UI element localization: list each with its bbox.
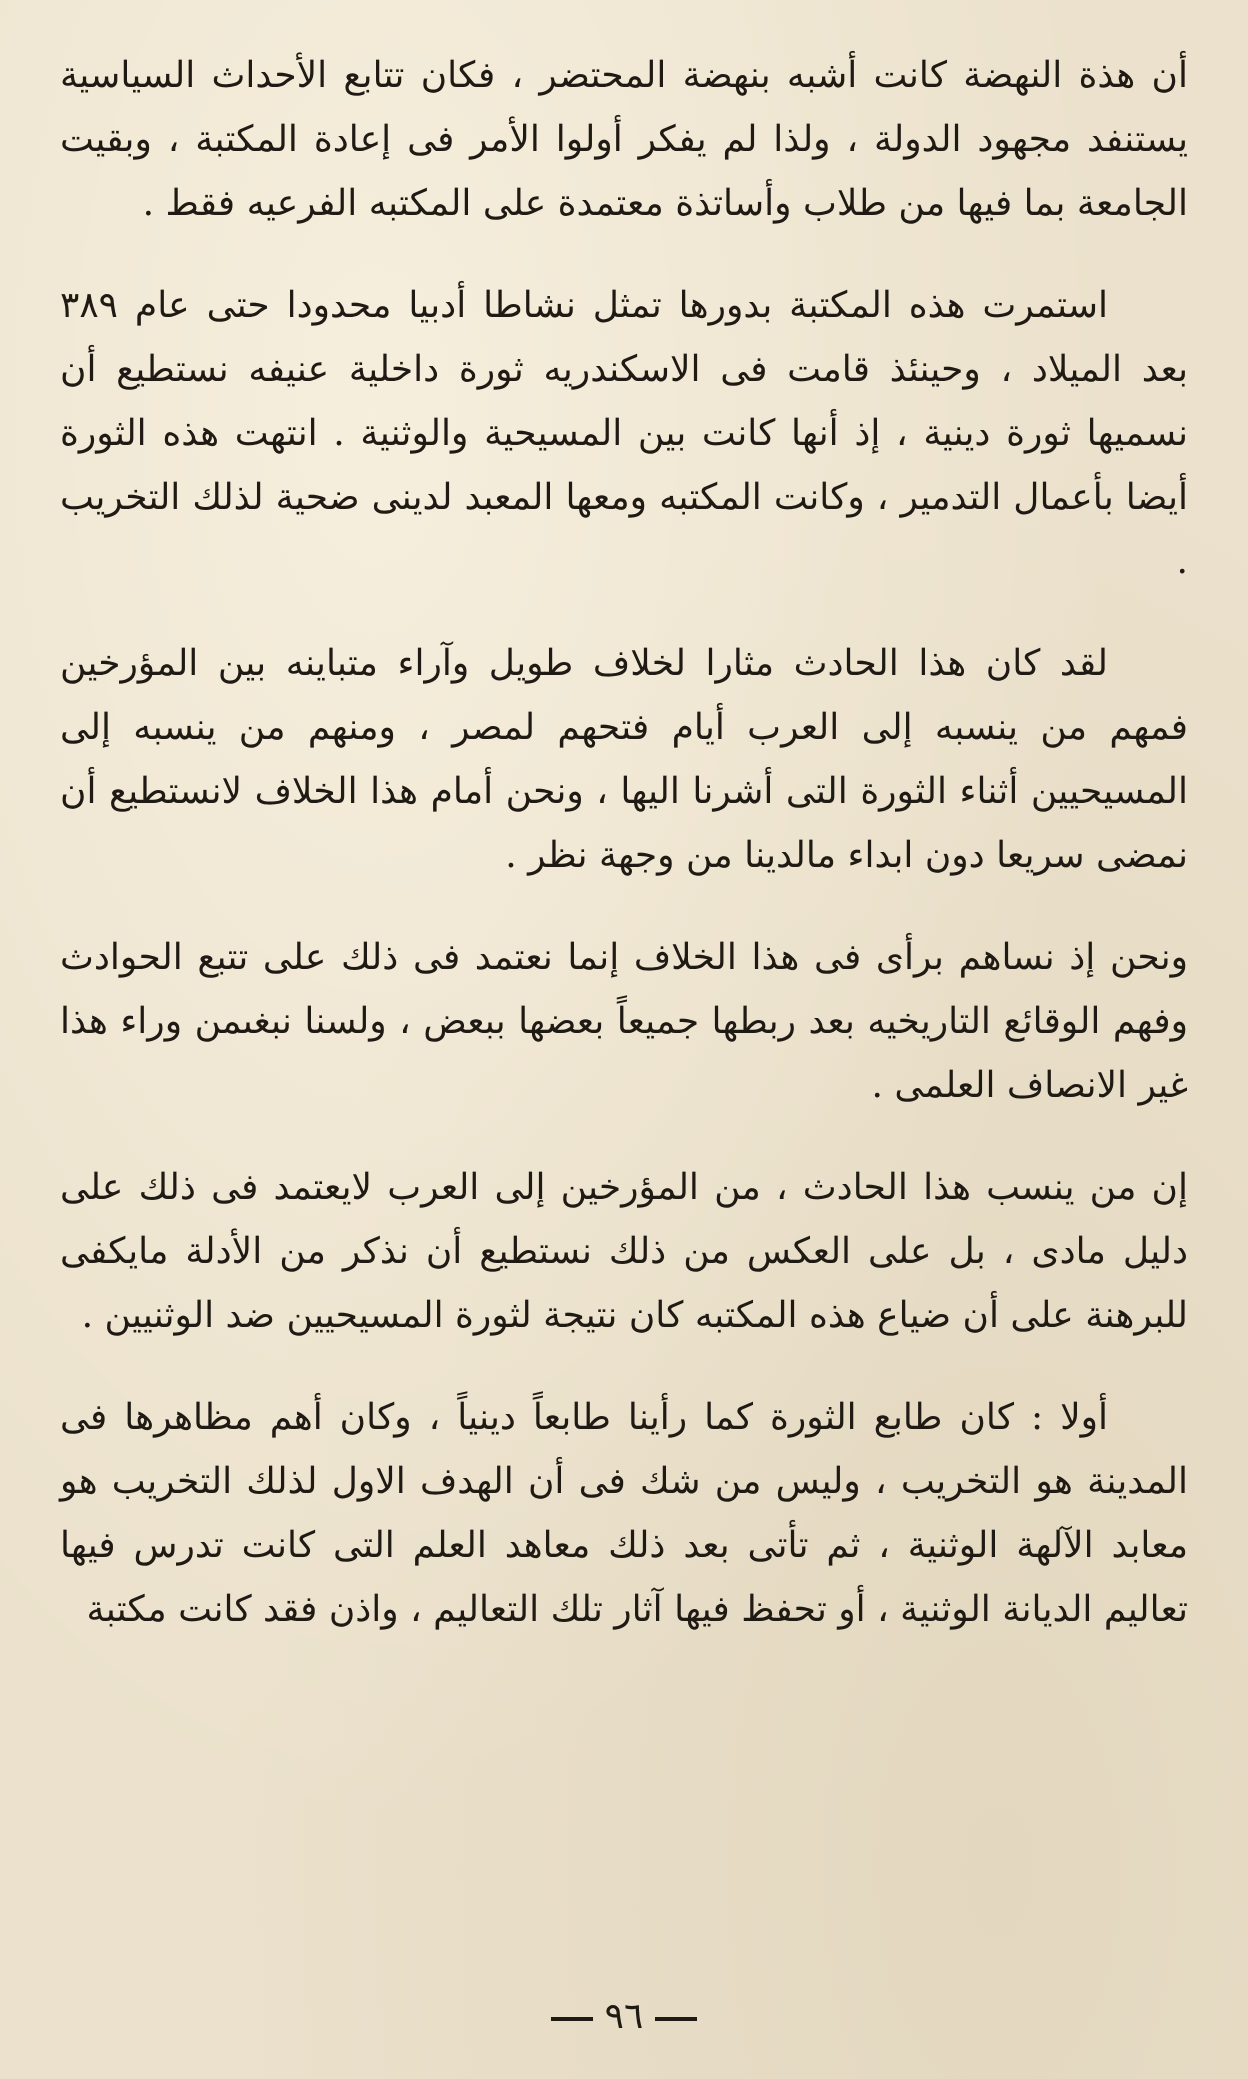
page-number: ٩٦: [604, 1996, 644, 2037]
paragraph-5: إن من ينسب هذا الحادث ، من المؤرخين إلى العرب لايعتمد فى ذلك على دليل مادى ، بل على العكس من ذلك نستطيع أن نذكر من الأدلة مايكفى للبرهنة على أن ضياع هذه المكتبه كان نتيجة لثورة المسيحيين ضد الوثنيين .: [60, 1167, 1188, 1336]
paragraph-6: أولا : كان طابع الثورة كما رأينا طابعاً دينياً ، وكان أهم مظاهرها فى المدينة هو التخريب ، وليس من شك فى أن الهدف الاول لذلك التخريب هو معابد الآلهة الوثنية ، ثم تأتى بعد ذلك معاهد العلم التى كانت تدرس فيها تعاليم الديانة الوثنية ، أو تحفظ فيها آثار تلك التعاليم ، واذن فقد كانت مكتبة: [60, 1397, 1188, 1630]
paragraph-1: أن هذة النهضة كانت أشبه بنهضة المحتضر ، فكان تتابع الأحداث السياسية يستنفد مجهود الدولة ، ولذا لم يفكر أولوا الأمر فى إعادة المكتبة ، وبقيت الجامعة بما فيها من طلاب وأساتذة معتمدة على المكتبه الفرعيه فقط .: [60, 55, 1188, 224]
dash-left-decoration: [655, 2017, 697, 2021]
paragraph-2: استمرت هذه المكتبة بدورها تمثل نشاطا أدبيا محدودا حتى عام ٣٨٩ بعد الميلاد ، وحينئذ قامت فى الاسكندريه ثورة داخلية عنيفه نستطيع أن نسميها ثورة دينية ، إذ أنها كانت بين المسيحية والوثنية . انتهت هذه الثورة أيضا بأعمال التدمير ، وكانت المكتبه ومعها المعبد لدينى ضحية لذلك التخريب .: [60, 285, 1188, 582]
paragraph-4: ونحن إذ نساهم برأى فى هذا الخلاف إنما نعتمد فى ذلك على تتبع الحوادث وفهم الوقائع التاريخيه بعد ربطها جميعاً بعضها ببعض ، ولسنا نبغىمن وراء هذا غير الانصاف العلمى .: [60, 937, 1188, 1106]
paragraph-3: لقد كان هذا الحادث مثارا لخلاف طويل وآراء متباينه بين المؤرخين فمهم من ينسبه إلى العرب أيام فتحهم لمصر ، ومنهم من ينسبه إلى المسيحيين أثناء الثورة التى أشرنا اليها ، ونحن أمام هذا الخلاف لانستطيع أن نمضى سريعا دون ابداء مالدينا من وجهة نظر .: [60, 643, 1188, 876]
dash-right-decoration: [551, 2017, 593, 2021]
page-body: [60, 44, 1188, 1680]
page-number-footer: [0, 1996, 1248, 2037]
